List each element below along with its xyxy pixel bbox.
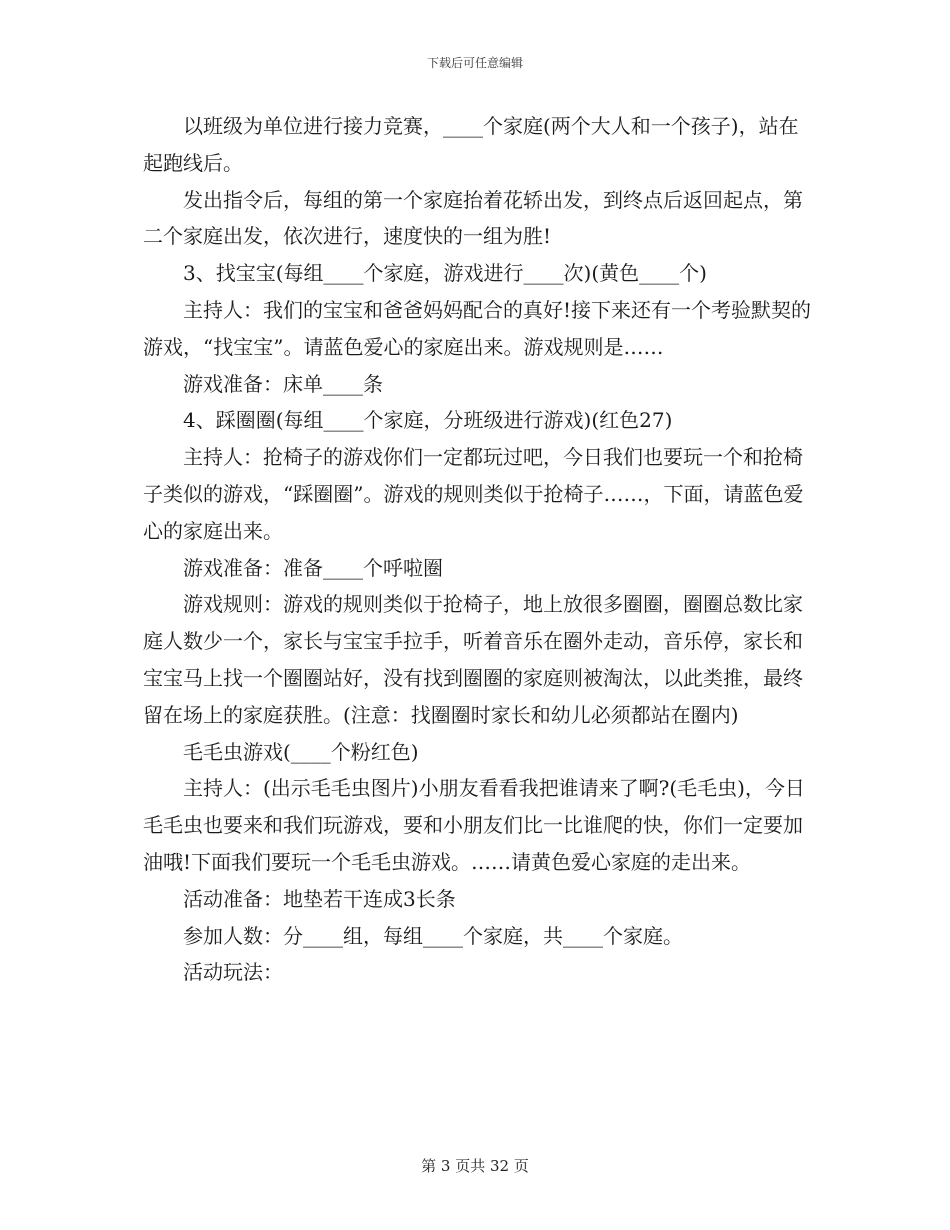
section-heading: 毛毛虫游戏(____个粉红色) — [183, 739, 419, 764]
paragraph: 游戏准备：床单____条 — [183, 371, 383, 396]
paragraph: 游戏准备：准备____个呼啦圈 — [183, 555, 443, 580]
document-body — [143, 108, 815, 991]
paragraph: 游戏规则：游戏的规则类似于抢椅子，地上放很多圈圈，圈圈总数比家庭人数少一个，家长与宝宝手拉手，听着音乐在圈外走动，音乐停，家长和宝宝马上找一个圈圈站好，没有找到圈圈的家庭则被淘汰，以此类推，最终留在场上的家庭获胜。(注意：找圈圈时家长和幼儿必须都站在圈内) — [143, 592, 803, 727]
section-heading: 3、找宝宝(每组____个家庭，游戏进行____次)(黄色____个) — [183, 261, 707, 286]
paragraph: 主持人：(出示毛毛虫图片)小朋友看看我把谁请来了啊?(毛毛虫)，今日毛毛虫也要来和我们玩游戏，要和小朋友们比一比谁爬的快，你们一定要加油哦!下面我们要玩一个毛毛虫游戏。……请黄色爱心家庭的走出来。 — [143, 776, 805, 874]
page-footer: 第 3 页共 32 页 — [421, 1157, 529, 1175]
paragraph: 发出指令后，每组的第一个家庭抬着花轿出发，到终点后返回起点，第二个家庭出发，依次进行，速度快的一组为胜! — [143, 187, 803, 249]
paragraph: 以班级为单位进行接力竞赛，____个家庭(两个大人和一个孩子)，站在起跑线后。 — [143, 114, 799, 175]
paragraph: 参加人数：分____组，每组____个家庭，共____个家庭。 — [183, 923, 683, 948]
paragraph: 活动玩法： — [183, 960, 283, 985]
paragraph: 主持人：抢椅子的游戏你们一定都玩过吧，今日我们也要玩一个和抢椅子类似的游戏，“踩圈圈”。游戏的规则类似于抢椅子……，下面，请蓝色爱心的家庭出来。 — [143, 445, 804, 543]
paragraph: 主持人：我们的宝宝和爸爸妈妈配合的真好!接下来还有一个考验默契的游戏，“找宝宝”。请蓝色爱心的家庭出来。游戏规则是…… — [143, 297, 812, 359]
section-heading: 4、踩圈圈(每组____个家庭，分班级进行游戏)(红色27) — [183, 408, 673, 433]
page-header: 下载后可任意编辑 — [426, 56, 523, 70]
paragraph: 活动准备：地垫若干连成3长条 — [183, 886, 456, 911]
